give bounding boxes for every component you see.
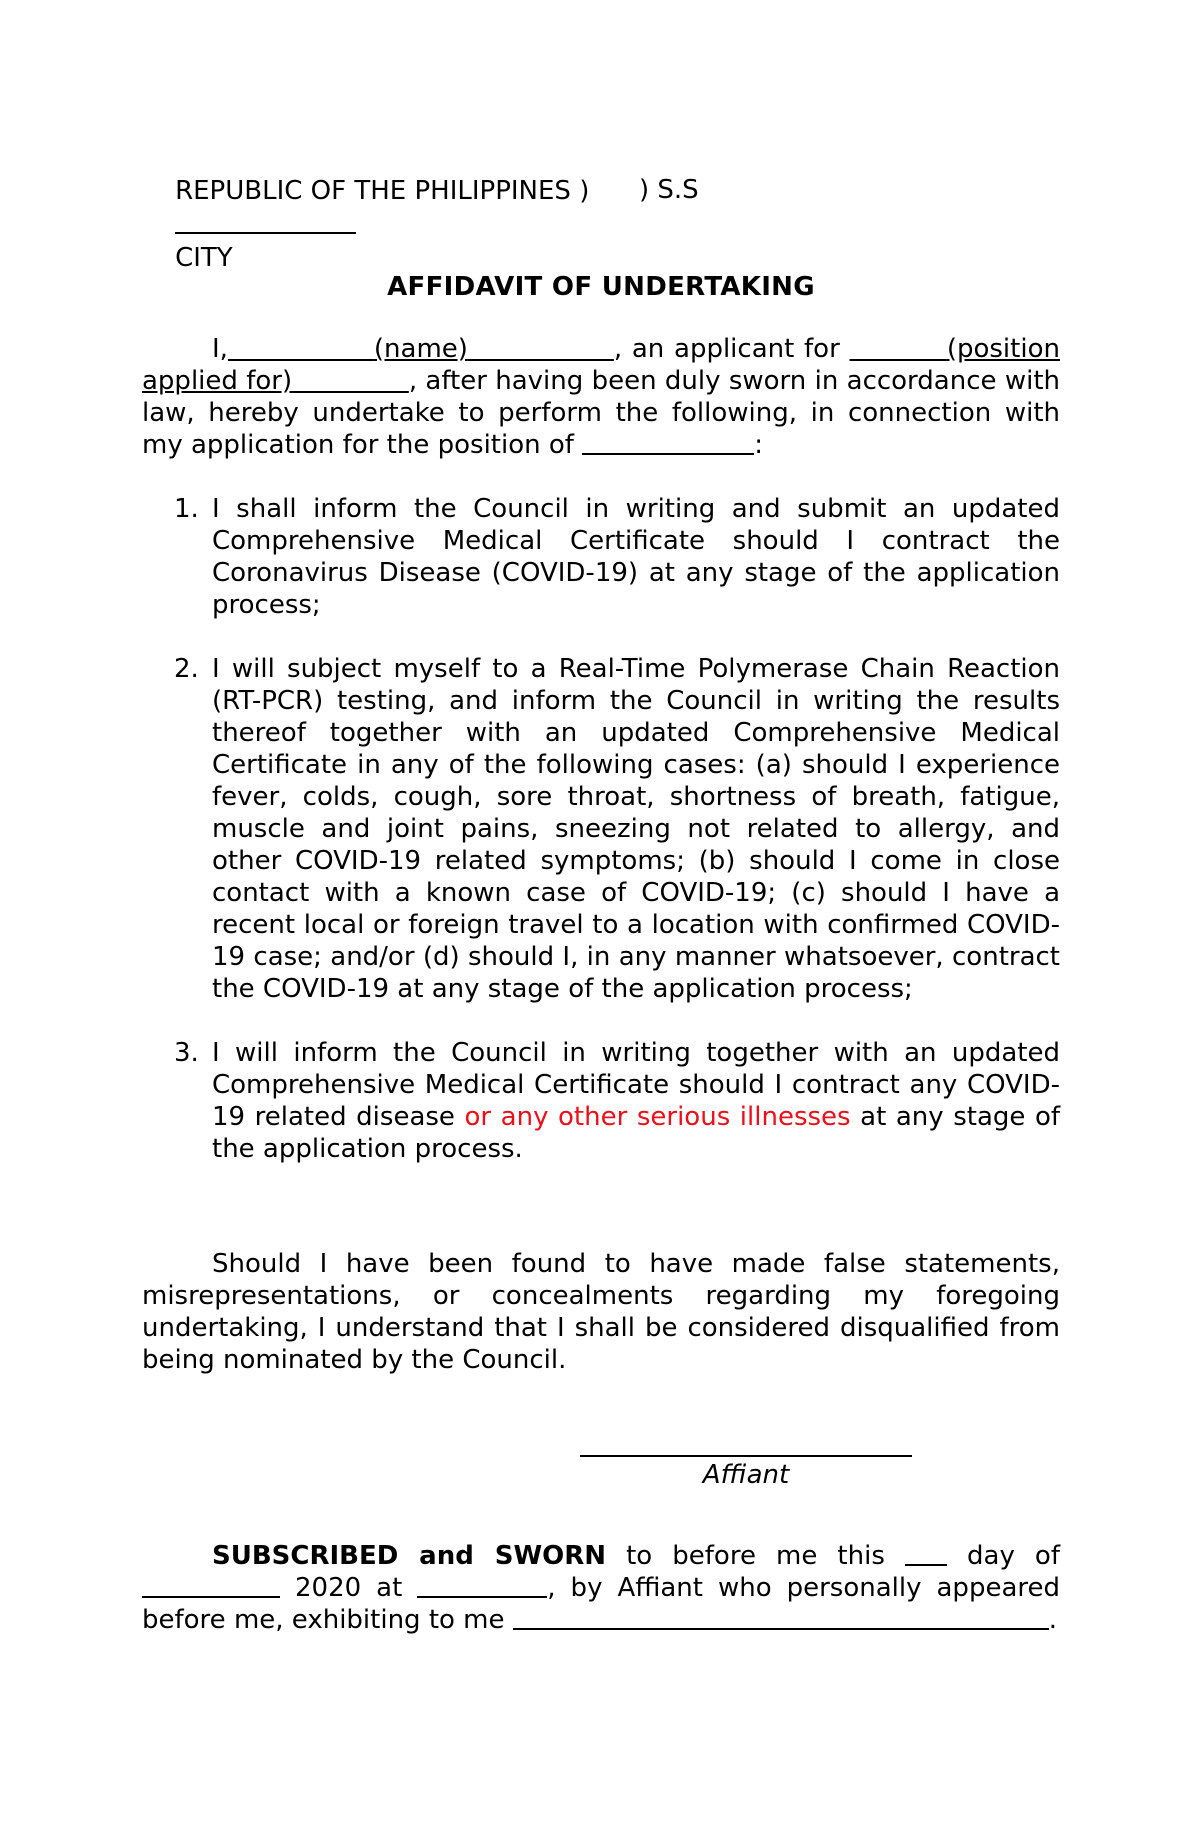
jurat-part4: , by Affiant who personally appeared before me, exhibiting to me [142,1573,1060,1635]
signature-line [580,1455,912,1457]
affiant-label: Affiant [702,1460,790,1490]
list-item-text-end: at any stage of the application process. [212,1102,1061,1164]
jurat-bold: SUBSCRIBED and SWORN [212,1541,607,1571]
closing-paragraph [142,1248,1060,1376]
list-number: 2. [174,654,199,684]
position-blank [582,452,754,455]
day-blank [905,1563,947,1566]
jurat-end: . [1048,1605,1058,1635]
position-placeholder: (position applied for) [142,334,1060,396]
place-blank [417,1595,547,1598]
intro-paragraph [142,333,1060,461]
intro-end: : [754,430,763,460]
affidavit-page [142,0,1060,1835]
list-item-2 [142,653,1060,1005]
jurat-part1: to before me this [606,1541,905,1571]
list-number: 3. [174,1038,199,1068]
list-item-3 [142,1037,1060,1165]
venue-city-text: CITY [175,243,233,273]
month-blank [142,1595,280,1598]
intro-middle: , an applicant for [613,334,840,364]
list-item-text: I shall inform the Council in writing and submit an updated Comprehensive Medical Certificate should I contract the Coronavirus Disease (COVID-19) at any stage of the application process; [212,494,1060,620]
id-blank [513,1627,1049,1630]
list-item-text: I will subject myself to a Real-Time Polymerase Chain Reaction (RT-PCR) testing, and inform the Council in writing the results thereof together with an updated Comprehensive Medical Certificate in any of the following cases: (a) should I experience fever, colds, cough, sore throat, shortness of breath, fatigue, muscle and joint pains, sneezing not related to allergy, and other COVID-19 related symptoms; (b) should I come in close contact with a known case of COVID-19; (c) should I have a recent local or foreign travel to a location with confirmed COVID-19 case; and/or (d) should I, in any manner whatsoever, contract the COVID-19 at any stage of the application process; [212,654,1060,1004]
closing-text: Should I have been found to have made false statements, misrepresentations, or concealments regarding my foregoing undertaking, I understand that I shall be considered disqualified from being nominated by the Council. [142,1249,1060,1375]
intro-prefix: I, [212,334,228,364]
name-field [228,334,614,364]
name-placeholder: (name) [373,334,468,364]
highlighted-text: or any other serious illnesses [464,1102,851,1132]
list-number: 1. [174,494,199,524]
jurat-paragraph [142,1540,1060,1636]
venue-city [142,173,1060,343]
undertaking-list [142,493,1060,1197]
document-title: AFFIDAVIT OF UNDERTAKING [387,272,815,302]
list-item-1 [142,493,1060,621]
intro-text: , after having been duly sworn in accordance with law, hereby undertake to perform the following, in connection with my application for the position of [142,366,1060,460]
jurat-part2: day of [946,1541,1060,1571]
jurat-part3: 2020 at [280,1573,418,1603]
list-item-text: I will inform the Council in writing together with an updated Comprehensive Medical Certificate should I contract any COVID-19 related disease [212,1038,1060,1132]
venue-ss-text: ) S.S [639,175,699,205]
venue-republic-text: REPUBLIC OF THE PHILIPPINES ) [175,176,590,206]
city-blank [175,231,356,234]
